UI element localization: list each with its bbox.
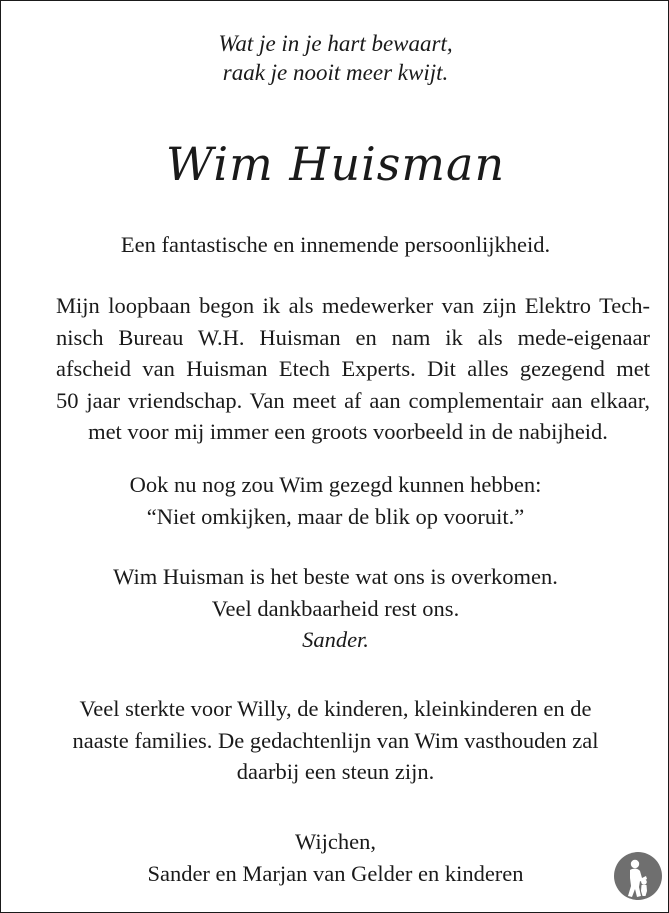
condolence-line-2: naaste families. De gedachtenlijn van Wim vasthouden zal (72, 727, 599, 753)
motto (1, 29, 669, 87)
career-line-3: afscheid van Huisman Etech Experts. Dit alles gezegend met (56, 356, 650, 381)
career-line-5: met voor mij immer een groots voorbeeld in de nabijheid. (88, 419, 608, 444)
quote-line-2: “Niet omkijken, maar de blik op vooruit.” (146, 503, 525, 529)
career-paragraph (56, 290, 650, 448)
gratitude-line-2: Veel dankbaarheid rest ons. (211, 595, 460, 621)
intro-paragraph (1, 229, 669, 261)
condolence-paragraph (1, 693, 669, 788)
closing-place: Wijchen, (295, 829, 376, 854)
signature-sander: Sander. (302, 627, 369, 652)
career-line-1: Mijn loopbaan begon ik als medewerker van zijn Elektro Tech- (56, 293, 650, 318)
condolence-line-1: Veel sterkte voor Willy, de kinderen, kleinkinderen en de (79, 696, 592, 721)
quote-line-1: Ook nu nog zou Wim gezegd kunnen hebben: (129, 472, 542, 497)
gratitude-line-1: Wim Huisman is het beste wat ons is overkomen. (113, 564, 558, 589)
quote-paragraph (1, 469, 669, 532)
closing-senders: Sander en Marjan van Gelder en kinderen (147, 860, 524, 886)
gratitude-paragraph (1, 561, 669, 656)
intro-line: Een fantastische en innemende persoonlijkheid. (120, 232, 551, 257)
closing (1, 826, 669, 889)
mourning-figure-icon (613, 851, 663, 901)
career-line-4: 50 jaar vriendschap. Van meet af aan complementair aan elkaar, (56, 387, 650, 413)
deceased-name: Wim Huisman (165, 137, 506, 191)
career-line-2: nisch Bureau W.H. Huisman en nam ik als mede-eigenaar (56, 324, 650, 350)
motto-line-2: raak je nooit meer kwijt. (222, 60, 449, 85)
condolence-line-3: daarbij een steun zijn. (236, 759, 435, 784)
motto-line-1: Wat je in je hart bewaart, (218, 31, 453, 56)
